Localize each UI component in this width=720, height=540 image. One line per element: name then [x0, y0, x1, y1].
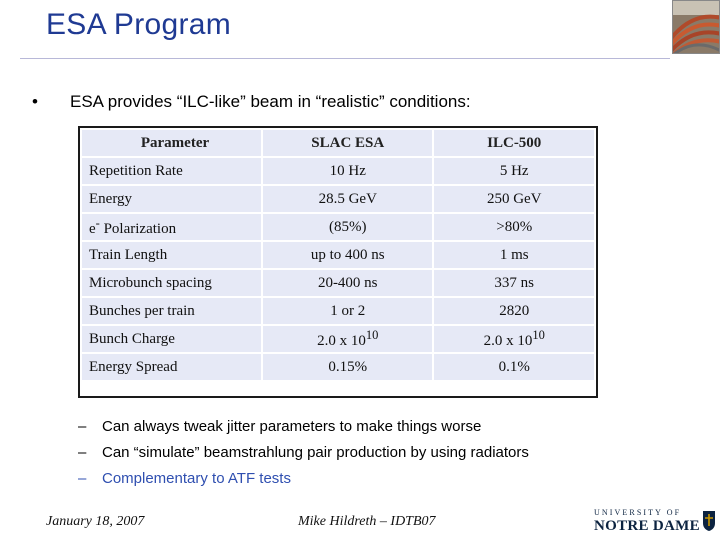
table-row — [81, 241, 595, 269]
shield-icon — [702, 510, 716, 532]
esa-cell — [262, 325, 433, 353]
table-row — [81, 185, 595, 213]
logo-notre-dame: NOTRE DAME — [594, 518, 700, 534]
param-cell: Energy Spread — [81, 353, 262, 381]
param-rest: Polarization — [99, 221, 177, 237]
esa-cell: 0.15% — [262, 353, 433, 381]
param-cell: Repetition Rate — [81, 157, 262, 185]
header-slac-esa: SLAC ESA — [262, 129, 433, 157]
header-parameter: Parameter — [81, 129, 262, 157]
esa-cell: 1 or 2 — [262, 297, 433, 325]
sub-bullet-marker: – — [78, 470, 87, 487]
ilc-base: 2.0 x 10 — [483, 333, 533, 349]
esa-cell: (85%) — [262, 213, 433, 241]
ilc-cell: 2820 — [433, 297, 595, 325]
table-row — [81, 269, 595, 297]
sub-bullet-text: Complementary to ATF tests — [102, 470, 291, 487]
title-divider — [20, 58, 670, 59]
param-cell: Train Length — [81, 241, 262, 269]
param-cell: Energy — [81, 185, 262, 213]
notre-dame-logo — [594, 508, 718, 538]
table-row — [81, 213, 595, 241]
param-cell: Bunch Charge — [81, 325, 262, 353]
ilc-cell: >80% — [433, 213, 595, 241]
esa-base: 2.0 x 10 — [317, 333, 366, 349]
ilc-cell: 337 ns — [433, 269, 595, 297]
table-row — [81, 325, 595, 353]
param-cell: Microbunch spacing — [81, 269, 262, 297]
param-cell: Bunches per train — [81, 297, 262, 325]
ilc-exponent: 10 — [532, 328, 545, 342]
param-base: e — [89, 221, 96, 237]
ilc-cell — [433, 325, 595, 353]
sub-bullet — [78, 444, 529, 461]
parameter-table — [80, 128, 596, 382]
param-superscript: - — [95, 216, 100, 230]
ilc-cell: 0.1% — [433, 353, 595, 381]
esa-cell: up to 400 ns — [262, 241, 433, 269]
sub-bullet — [78, 470, 291, 487]
param-cell — [81, 213, 262, 241]
accelerator-photo-graphic — [673, 1, 720, 54]
sub-bullet — [78, 418, 481, 435]
accelerator-photo — [672, 0, 720, 54]
ilc-cell: 1 ms — [433, 241, 595, 269]
esa-cell: 20-400 ns — [262, 269, 433, 297]
esa-cell: 28.5 GeV — [262, 185, 433, 213]
ilc-cell: 250 GeV — [433, 185, 595, 213]
esa-exponent: 10 — [365, 328, 379, 342]
bullet-marker: • — [32, 92, 38, 111]
table-header-row — [81, 129, 595, 157]
table-row — [81, 353, 595, 381]
sub-bullet-marker: – — [78, 418, 87, 435]
sub-bullet-marker: – — [78, 444, 87, 461]
header-ilc-500: ILC-500 — [433, 129, 595, 157]
slide-title: ESA Program — [46, 8, 232, 41]
table-row — [81, 157, 595, 185]
sub-bullet-text: Can always tweak jitter parameters to make things worse — [102, 418, 482, 435]
main-bullet-text: ESA provides “ILC-like” beam in “realistic” conditions: — [70, 92, 471, 111]
footer-date: January 18, 2007 — [46, 514, 145, 529]
sub-bullet-text: Can “simulate” beamstrahlung pair production by using radiators — [102, 444, 529, 461]
footer-author: Mike Hildreth – IDTB07 — [298, 514, 436, 529]
logo-university-of: UNIVERSITY OF — [594, 508, 682, 517]
table-row — [81, 297, 595, 325]
ilc-cell: 5 Hz — [433, 157, 595, 185]
esa-cell: 10 Hz — [262, 157, 433, 185]
